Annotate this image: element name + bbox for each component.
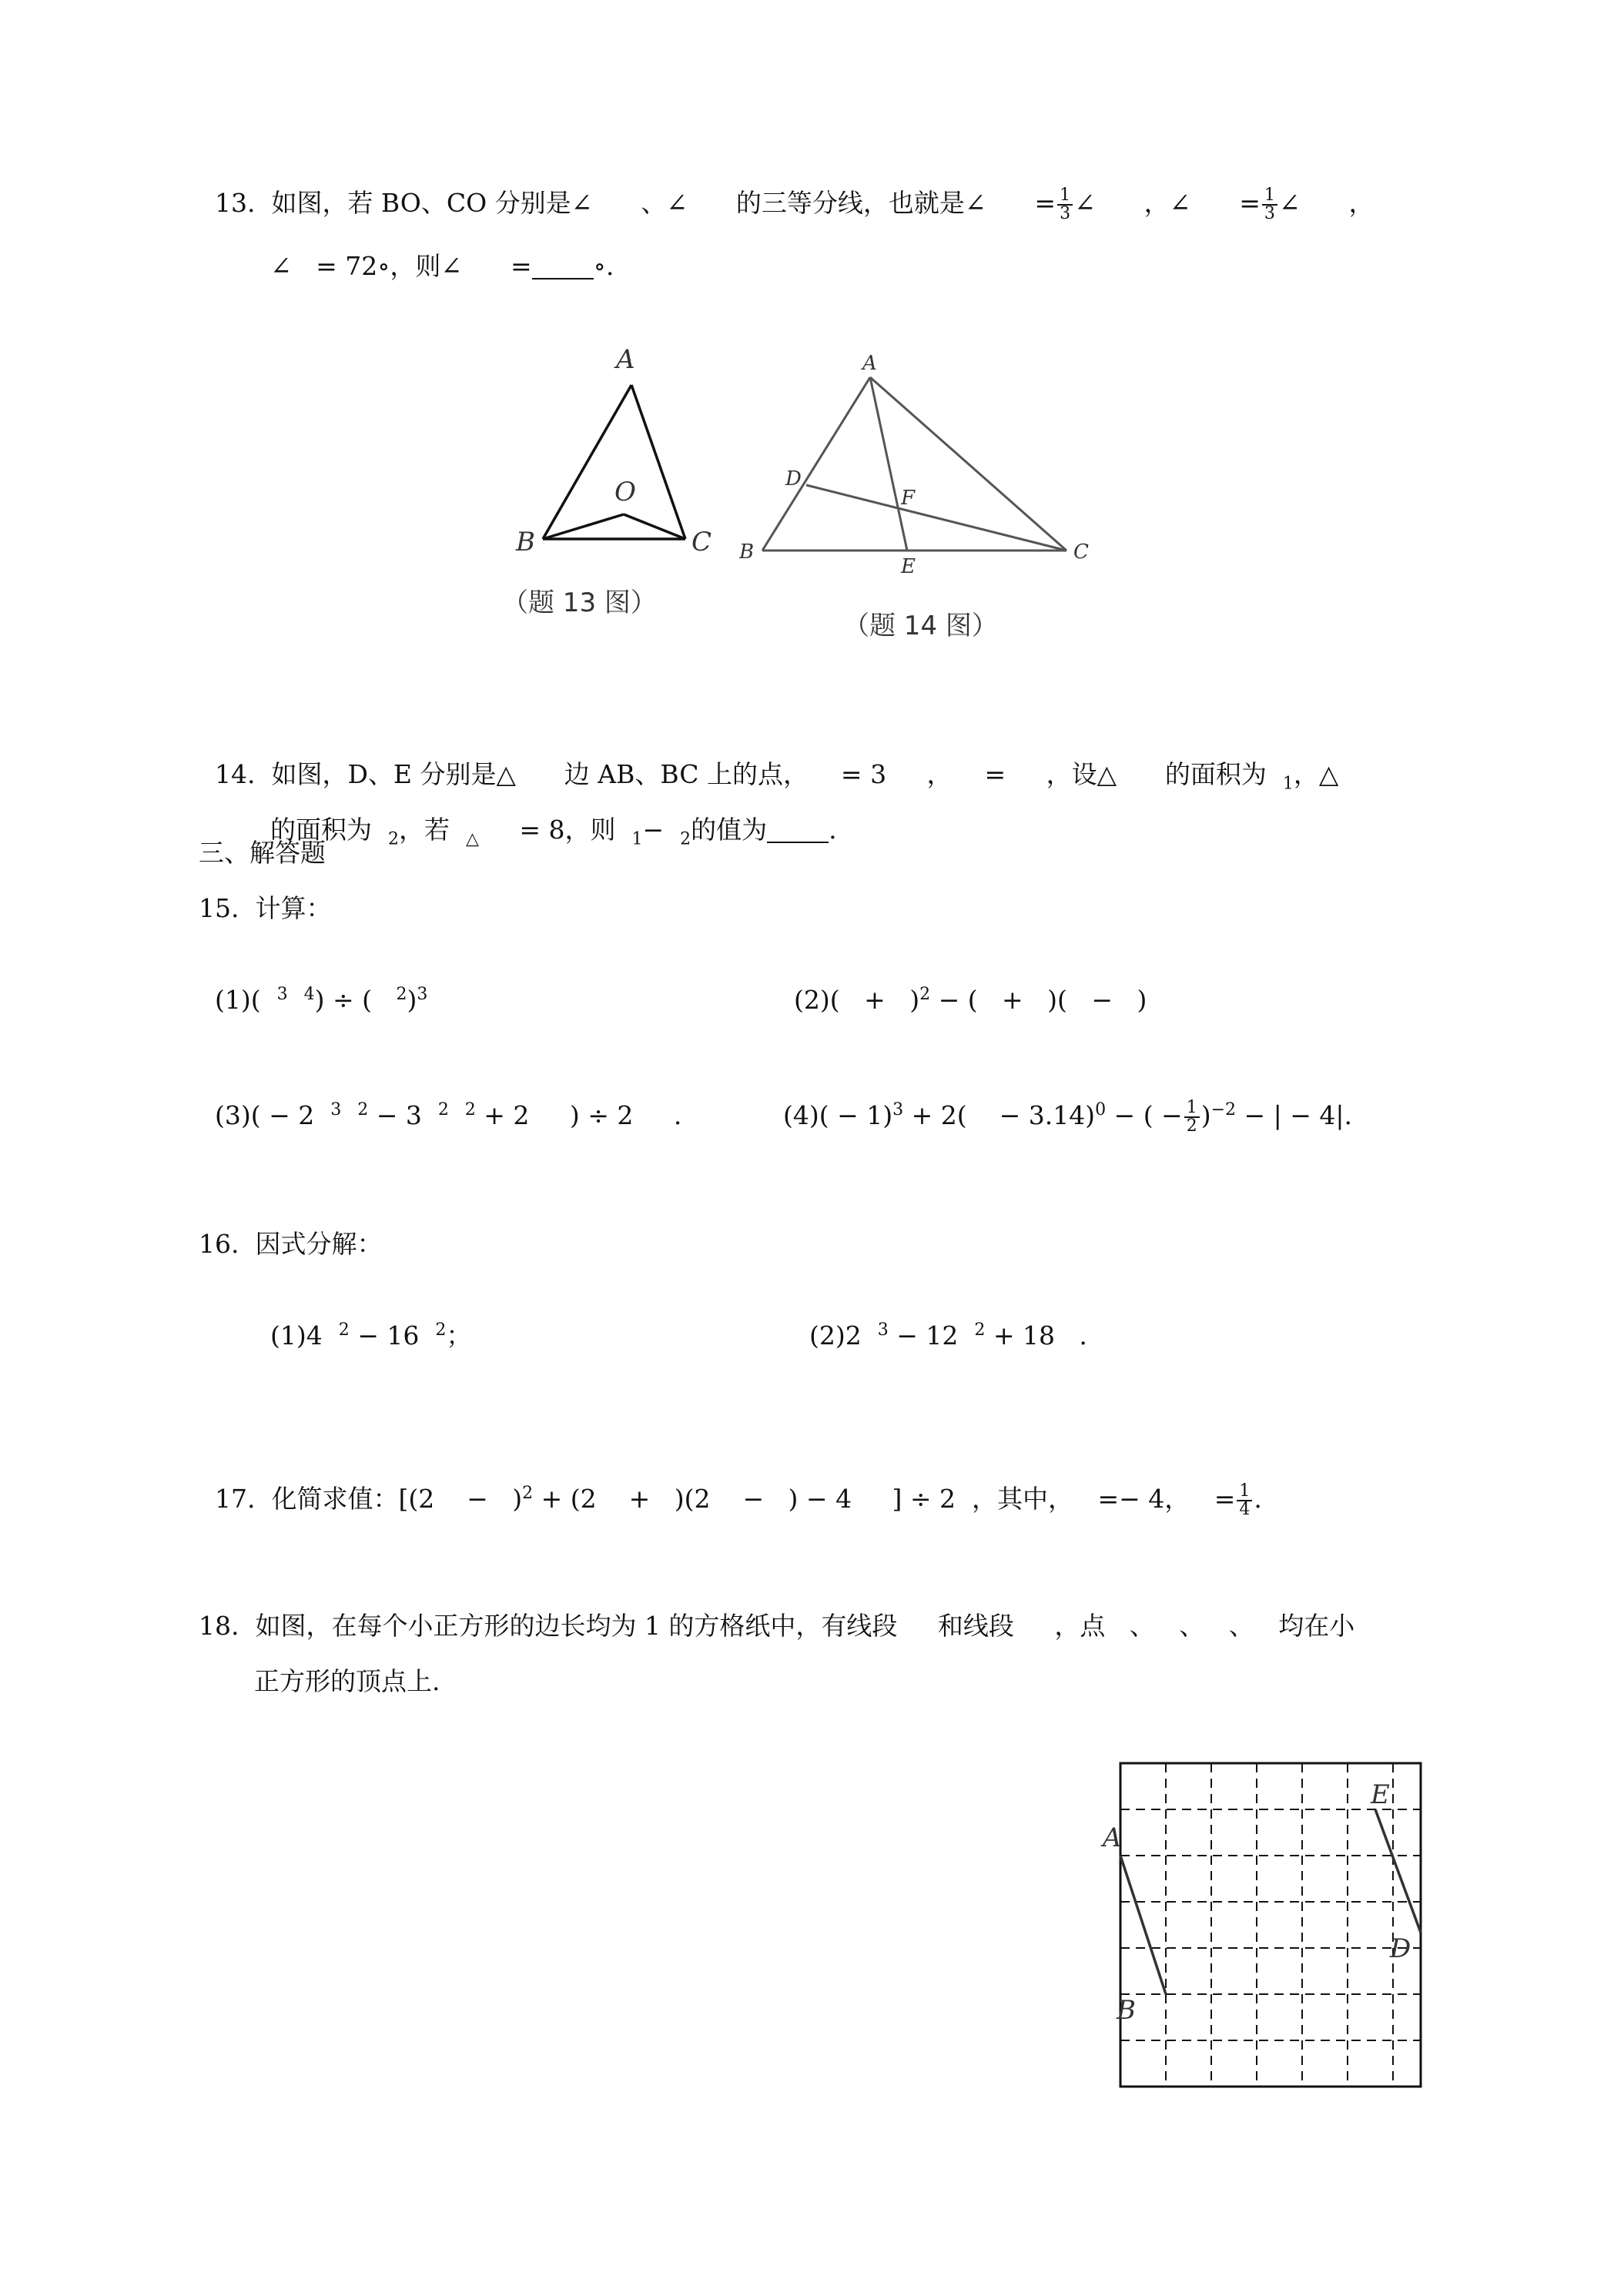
fraction-one-half: $\frac{1}{2}$ — [1184, 1099, 1200, 1135]
q18-line2: 正方形的顶点上. — [254, 1666, 440, 1696]
grid-figure — [1093, 1748, 1440, 2102]
figure-13-caption: （题 13 图） — [502, 587, 657, 618]
label-E: E — [1371, 1779, 1390, 1810]
q14-line2: 的面积为 $_2$，若 $_\triangle$ = 8，则 $_1$− $_2$的值为 . — [270, 815, 837, 849]
fraction-one-quarter: $\frac{1}{4}$ — [1237, 1483, 1252, 1518]
label-C: C — [691, 527, 712, 557]
q13-line2: ∠ = 72∘，则∠ = ∘. — [270, 251, 614, 281]
label-A: A — [1103, 1822, 1122, 1853]
label-B: B — [1117, 1995, 1136, 2026]
q17-line: 17. 化简求值：[(2 − )$^2$ + (2 + )(2 − ) − 4 ] ÷ 2 ，其中， =− 4， = $\frac{1}{4}$ . — [214, 1481, 1262, 1519]
label-C: C — [1073, 541, 1089, 564]
figure-14-triangle — [739, 346, 1101, 577]
q15-part4: $(4)( - 1)^3 + 2$( − 3.14)$^0$ − ( − $\frac{1}{2}$ )$^{-2}$ − | − 4|. — [782, 1098, 1353, 1136]
q16-part1: (1)4 $^2$ − 16 $^2$； — [270, 1320, 472, 1350]
label-D: D — [1390, 1933, 1411, 1964]
figure-14-caption: （题 14 图） — [843, 611, 998, 641]
label-O: O — [614, 477, 636, 507]
q15-part1: (1)( $^3$ $^4$) ÷ ( $^2$)$^3$ — [214, 985, 428, 1015]
label-B: B — [739, 541, 755, 564]
q13-line1: 13. 如图，若 BO、CO 分别是∠ 、∠ 的三等分线，也就是∠ = $\frac{1}{3}$ ∠ ，∠ = $\frac{1}{3}$ ∠ ， — [214, 186, 1375, 223]
q16-part2: (2)2 $^3$ − 12 $^2$ + 18 . — [809, 1320, 1087, 1350]
fraction-one-third: $\frac{1}{3}$ — [1262, 187, 1277, 223]
q15-part3: (3)( − 2 $^3$ $^2$ − 3 $^2$ $^2$ + 2 ) ÷ 2 . — [214, 1100, 682, 1130]
fraction-one-third: $\frac{1}{3}$ — [1057, 187, 1073, 223]
section-heading: 三、解答题 — [199, 838, 326, 868]
label-B: B — [516, 527, 535, 557]
q14-line1: 14. 如图，D、E 分别是△ 边 AB、BC 上的点， = 3 ， = ，设△ 的面积为 $_1$，△ — [214, 759, 1339, 794]
q15-title: 15. 计算： — [199, 893, 332, 923]
answer-blank — [532, 255, 594, 279]
label-A: A — [616, 344, 635, 375]
label-A: A — [862, 352, 877, 375]
answer-blank — [767, 818, 829, 843]
q15-part2: $(2)( + )^2$ − ( + )( − ) — [793, 985, 1147, 1015]
figure-13-triangle — [508, 339, 732, 562]
label-F: F — [901, 487, 916, 510]
q16-title: 16. 因式分解： — [199, 1229, 383, 1259]
label-E: E — [901, 555, 916, 577]
q18-line1: 18. 如图，在每个小正方形的边长均为 1 的方格纸中，有线段 和线段 ，点 、 、 、 均在小 — [199, 1611, 1355, 1641]
label-D: D — [785, 467, 802, 490]
